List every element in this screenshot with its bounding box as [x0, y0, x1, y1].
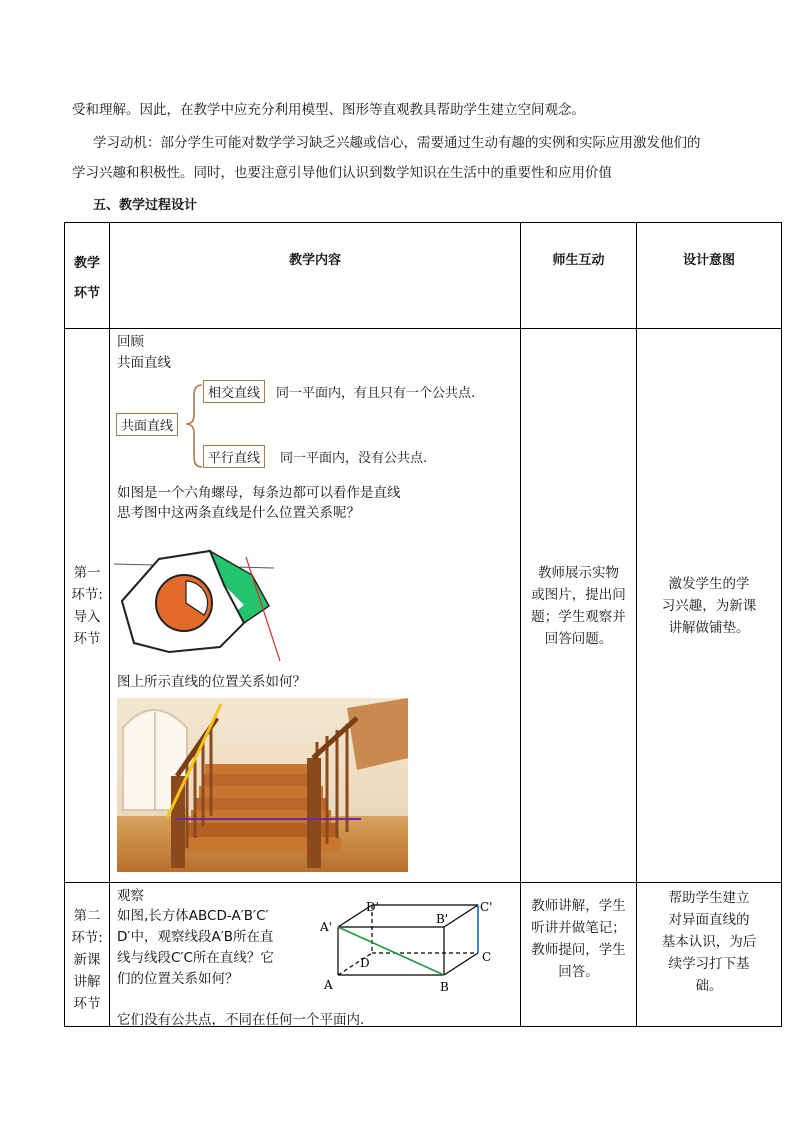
- newel-right: [307, 758, 321, 868]
- upper-stairs: [347, 698, 408, 770]
- row1-intent-line: 讲解做铺垫。: [668, 619, 750, 636]
- label-b1: B': [436, 912, 449, 926]
- label-b: B: [440, 980, 449, 994]
- intersect-desc: 同一平面内，有且只有一个公共点.: [276, 386, 476, 401]
- label-c1: C': [480, 901, 493, 914]
- row2-interaction-line: 教师讲解，学生: [531, 898, 626, 914]
- row2-section-line: 环节: [73, 996, 101, 1012]
- intro-line-2: 学习动机：部分学生可能对数学学习缺乏兴趣或信心，需要通过生动有趣的实例和实际应用激发他们的: [93, 135, 701, 151]
- header-section-line2: 环节: [73, 286, 100, 301]
- row2-text-line: D′中，观察线段A′B所在直: [117, 929, 274, 945]
- row1-interaction-line: 教师展示实物: [538, 564, 619, 581]
- header-intent-label: 设计意图: [682, 253, 735, 268]
- row-new-lesson-section: [65, 883, 782, 1027]
- hex-nut-figure: [114, 547, 304, 667]
- row2-intent-line: 础。: [695, 978, 723, 994]
- row2-text-line: 线与线段C′C所在直线？它: [117, 950, 274, 966]
- intro-line-3: 学习兴趣和积极性。同时，也要注意引导他们认识到数学知识在生活中的重要性和应用价值: [72, 165, 612, 181]
- row1-interaction-line: 或图片，提出问: [531, 586, 626, 603]
- row1-content-cell: [110, 329, 521, 883]
- stairs-photo: [117, 698, 408, 872]
- row1-section-line: 环节: [73, 630, 101, 647]
- review-label: 回顾: [117, 334, 144, 350]
- row-intro-section: [65, 329, 782, 883]
- header-content: [110, 223, 521, 329]
- nut-text-2: 思考图中这两条直线是什么位置关系呢？: [117, 505, 360, 521]
- row2-content-cell: [110, 883, 521, 1027]
- nut-text-1: 如图是一个六角螺母，每条边都可以看作是直线: [117, 485, 401, 501]
- row1-intent-line: 激发学生的学: [668, 575, 750, 592]
- row2-intent-line: 帮助学生建立: [668, 890, 750, 906]
- coplanar-title: 共面直线: [117, 355, 171, 371]
- cuboid-figure: [318, 901, 518, 1009]
- intersect-box: 相交直线: [203, 380, 265, 403]
- row2-intent-cell: [637, 883, 782, 1027]
- brace-shape: [186, 385, 202, 467]
- row2-section-line: 环节:: [71, 930, 103, 946]
- header-intent: [637, 223, 782, 329]
- segment-a1b: [338, 927, 444, 975]
- cuboid-edges: [338, 905, 478, 975]
- row2-section-line: 新课: [73, 952, 101, 968]
- row1-interaction-cell: [521, 329, 637, 883]
- row2-section-line: 讲解: [73, 974, 101, 990]
- row2-text-line: 如图,长方体ABCD-A′B′C′: [117, 908, 269, 924]
- lesson-table: [64, 222, 782, 1027]
- header-row: [65, 223, 782, 329]
- label-d: D: [360, 956, 370, 970]
- row1-section-line: 导入: [73, 608, 101, 625]
- row2-section-line: 第二: [73, 908, 101, 924]
- row1-section-line: 环节:: [71, 586, 103, 603]
- row2-text-line: 们的位置关系如何？: [117, 971, 239, 987]
- intro-line-1: 受和理解。因此，在教学中应充分利用模型、图形等直观教具帮助学生建立空间观念。: [72, 102, 585, 118]
- row1-section-line: 第一: [73, 564, 101, 581]
- parallel-box: 平行直线: [203, 445, 265, 468]
- row2-interaction-line: 教师提问，学生: [531, 942, 626, 958]
- header-interaction: [521, 223, 637, 329]
- cuboid-hidden-edges: [338, 905, 478, 975]
- row1-section-cell: [65, 329, 110, 883]
- stairs-question: 图上所示直线的位置关系如何？: [117, 674, 306, 690]
- row1-interaction-line: 回答问题。: [544, 630, 613, 647]
- row2-interaction-cell: [521, 883, 637, 1027]
- row1-interaction-line: 题；学生观察并: [531, 608, 626, 625]
- header-interaction-label: 师生互动: [552, 253, 605, 268]
- row1-intent-line: 习兴趣，为新课: [661, 597, 757, 614]
- row1-intent-cell: [637, 329, 782, 883]
- label-c: C: [482, 950, 492, 964]
- row2-interaction-line: 听讲并做笔记；: [531, 920, 626, 936]
- row2-conclusion: 它们没有公共点，不同在任何一个平面内.: [117, 1012, 365, 1028]
- header-section-line1: 教学: [73, 256, 100, 271]
- label-a1: A': [320, 920, 332, 934]
- label-a: A: [324, 978, 333, 992]
- parallel-desc: 同一平面内，没有公共点.: [280, 451, 428, 466]
- header-section: [65, 223, 110, 329]
- header-content-label: 教学内容: [288, 253, 341, 268]
- row2-section-cell: [65, 883, 110, 1027]
- row2-interaction-line: 回答。: [558, 964, 599, 980]
- section-heading: 五、教学过程设计: [93, 198, 198, 213]
- label-d1: D': [366, 901, 379, 914]
- newel-left: [171, 776, 185, 868]
- row2-intent-line: 续学习打下基: [668, 956, 750, 972]
- observe-label: 观察: [117, 888, 144, 904]
- row2-intent-line: 基本认识，为后: [661, 934, 757, 950]
- row2-intent-line: 对异面直线的: [668, 912, 750, 928]
- coplanar-box: 共面直线: [116, 413, 178, 436]
